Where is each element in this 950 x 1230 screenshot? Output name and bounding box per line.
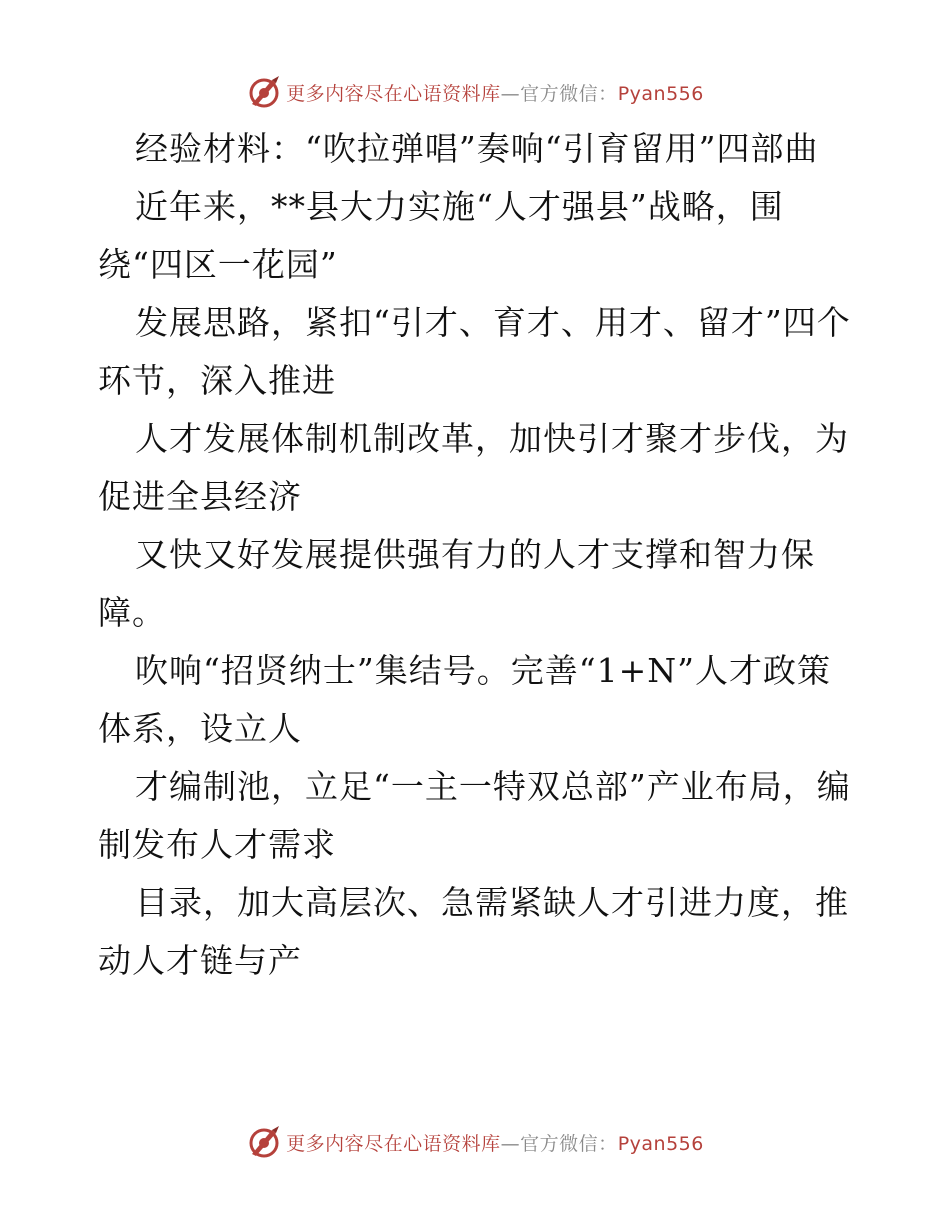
watermark-main: 更多内容尽在心语资料库	[286, 1132, 501, 1155]
paragraph: 又快又好发展提供强有力的人才支撑和智力保障。	[98, 535, 815, 632]
watermark-dash: —	[500, 1132, 521, 1155]
paragraph: 人才发展体制机制改革，加快引才聚才步伐，为促进全县经济	[98, 419, 849, 516]
quill-seal-icon	[246, 1124, 282, 1160]
watermark-wechat-label: 官方微信：	[520, 1132, 618, 1155]
watermark-dash: —	[500, 82, 521, 105]
paragraph: 发展思路，紧扣“引才、育才、用才、留才”四个环节，深入推进	[98, 303, 851, 400]
watermark-text	[286, 1129, 704, 1156]
watermark-main: 更多内容尽在心语资料库	[286, 82, 501, 105]
watermark-wechat-id: Pyan556	[617, 82, 704, 105]
document-title: 经验材料：“吹拉弹唱”奏响“引育留用”四部曲	[135, 129, 819, 168]
paragraph: 吹响“招贤纳士”集结号。完善“1+N”人才政策体系，设立人	[98, 651, 832, 748]
paragraph: 才编制池，立足“一主一特双总部”产业布局，编制发布人才需求	[98, 767, 851, 864]
paragraph: 目录，加大高层次、急需紧缺人才引进力度，推动人才链与产	[98, 883, 849, 980]
quill-seal-icon	[246, 74, 282, 110]
document-body	[98, 120, 858, 990]
header-watermark	[0, 72, 950, 112]
watermark-wechat-id: Pyan556	[617, 1132, 704, 1155]
paragraph: 近年来，**县大力实施“人才强县”战略，围绕“四区一花园”	[98, 187, 784, 284]
footer-watermark	[0, 1122, 950, 1162]
watermark-wechat-label: 官方微信：	[520, 82, 618, 105]
watermark-text	[286, 79, 704, 106]
